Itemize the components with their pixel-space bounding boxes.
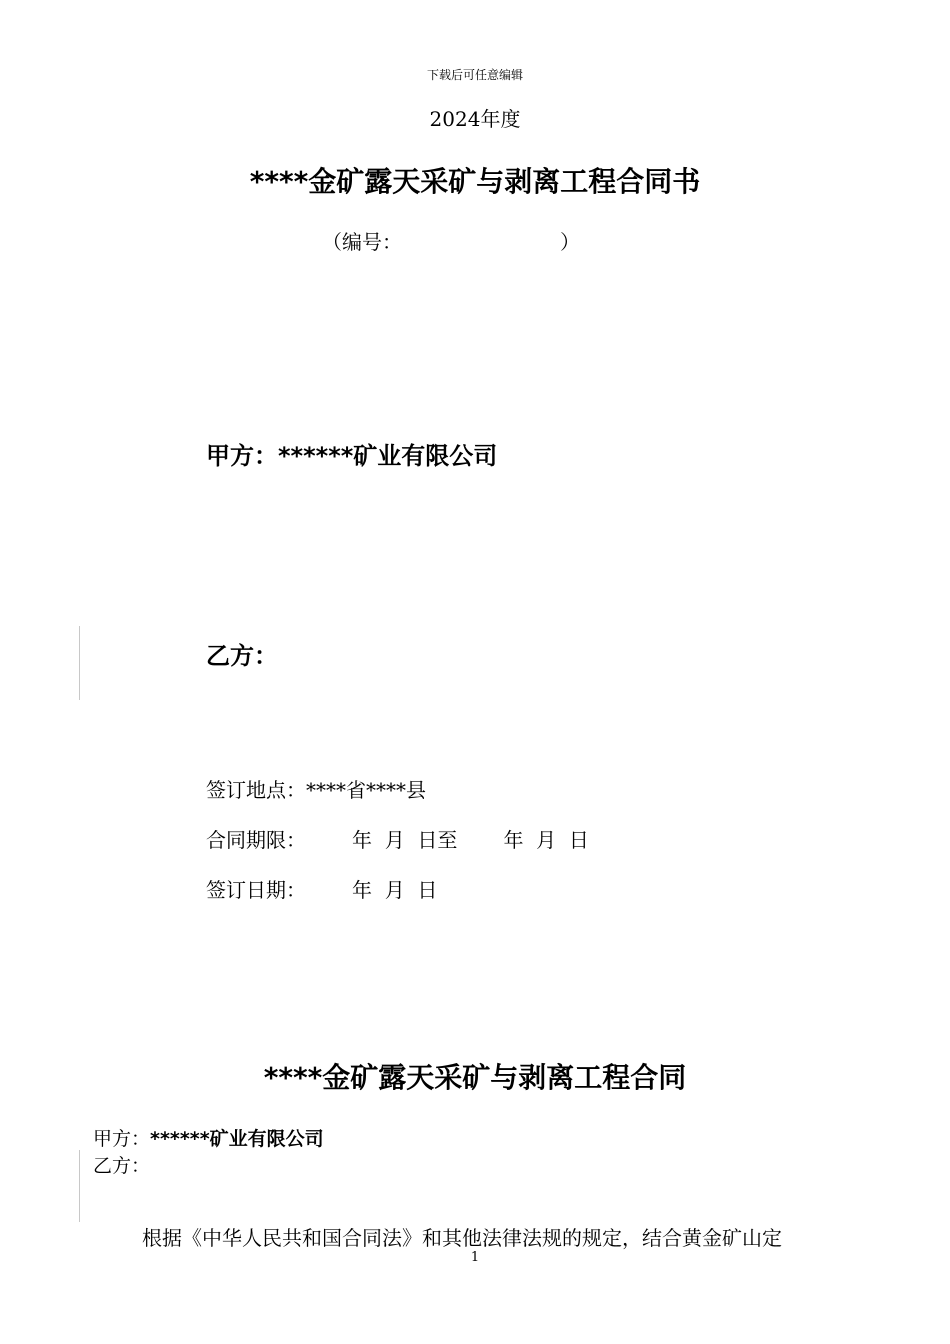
contract-term-end: 年 月 日 [503, 828, 589, 852]
party-a-line [93, 1124, 324, 1151]
party-a-name: ******矿业有限公司 [150, 1128, 324, 1150]
signing-date-label: 签订日期： [206, 878, 306, 902]
contract-title: ****金矿露天采矿与剥离工程合同 [263, 1061, 687, 1094]
margin-marker [79, 626, 80, 700]
party-a-label: 甲方： [93, 1128, 151, 1150]
contract-year: 2024年度 [429, 107, 521, 131]
header-note: 下载后可任意编辑 [426, 68, 523, 82]
cover-party-b: 乙方： [206, 642, 278, 670]
margin-marker [79, 1150, 80, 1222]
page-number: 1 [470, 1250, 480, 1265]
signing-place-line [206, 774, 426, 803]
contract-paragraph: 根据《中华人民共和国合同法》和其他法律法规的规定，结合黄金矿山定 [142, 1226, 782, 1250]
party-b-line: 乙方： [93, 1155, 151, 1177]
signing-date-value: 年 月 日 [352, 878, 438, 902]
cover-title: ****金矿露天采矿与剥离工程合同书 [249, 165, 701, 198]
contract-number-line [322, 226, 580, 255]
contract-term-label: 合同期限： [206, 828, 306, 852]
cover-party-a: 甲方：******矿业有限公司 [206, 442, 498, 470]
contract-number-label: （编号： [322, 230, 402, 254]
signing-place-value: ****省****县 [306, 778, 426, 802]
contract-term-start: 年 月 日至 [352, 828, 458, 852]
signing-date-line [206, 874, 437, 903]
contract-number-close: ） [560, 230, 580, 254]
signing-place-label: 签订地点： [206, 778, 306, 802]
contract-term-line [206, 824, 589, 853]
